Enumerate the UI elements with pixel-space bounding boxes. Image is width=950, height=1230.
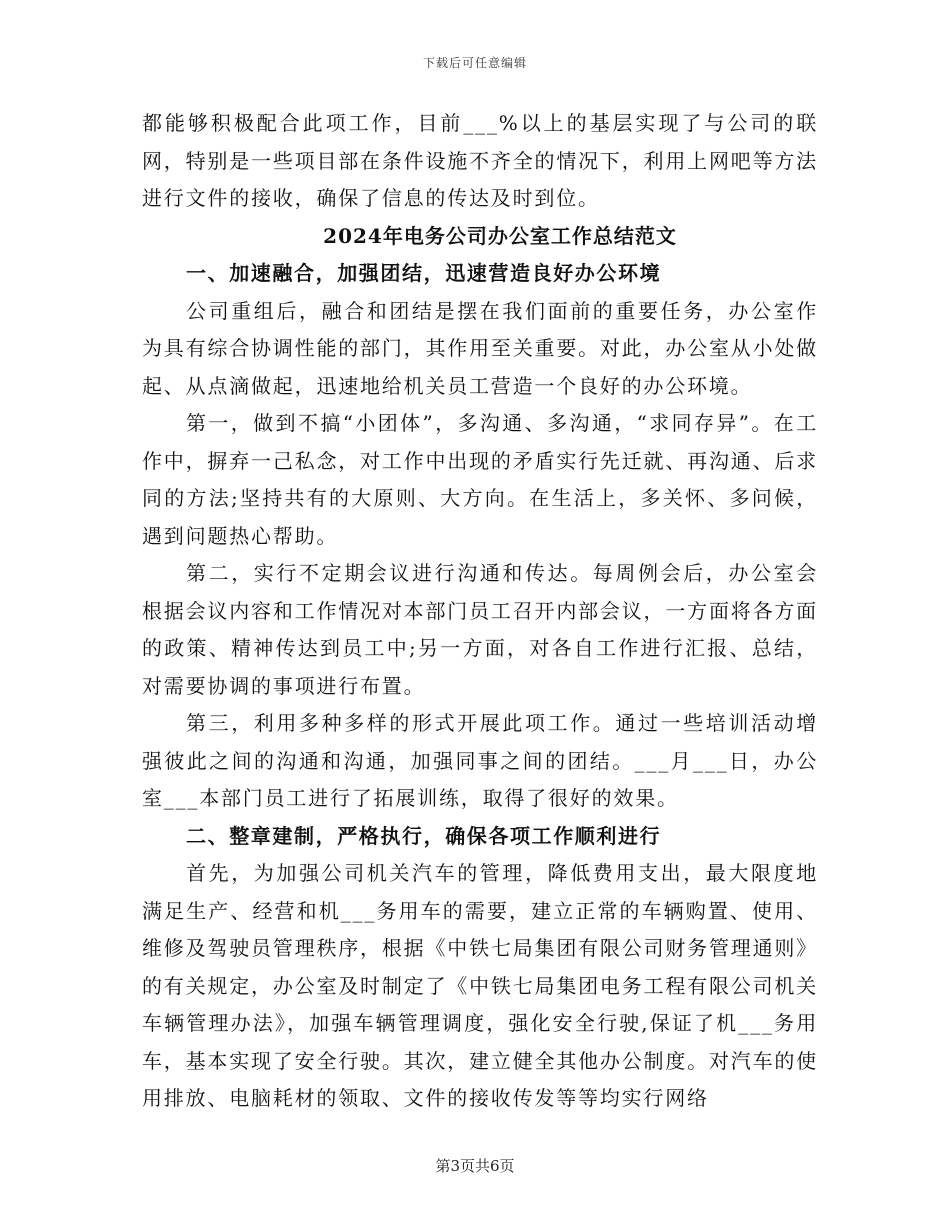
section-1-paragraph: 第一，做到不搞“小团体”，多沟通、多沟通，“求同存异”。在工作中，摒弃一己私念，对工作中出现的矛盾实行先迁就、再沟通、后求同的方法;坚持共有的大原则、大方向。在生活上，多关怀、多问候，遇到问题热心帮助。 [142,411,818,548]
section-1-paragraph: 第二，实行不定期会议进行沟通和传达。每周例会后，办公室会根据会议内容和工作情况对本部门员工召开内部会议，一方面将各方面的政策、精神传达到员工中;另一方面，对各自工作进行汇报、总结，对需要协调的事项进行布置。 [142,561,818,698]
page-number: 第3页共6页 [435,1157,515,1175]
section-1-paragraph: 第三，利用多种多样的形式开展此项工作。通过一些培训活动增强彼此之间的沟通和沟通，加强同事之间的团结。___月___日，办公室___本部门员工进行了拓展训练，取得了很好的效果。 [142,711,818,810]
section-1-paragraph: 公司重组后，融合和团结是摆在我们面前的重要任务，办公室作为具有综合协调性能的部门，其作用至关重要。对此，办公室从小处做起、从点滴做起，迅速地给机关员工营造一个良好的办公环境。 [142,298,818,398]
section-2-paragraph: 首先，为加强公司机关汽车的管理，降低费用支出，最大限度地满足生产、经营和机___务用车的需要，建立正常的车辆购置、使用、维修及驾驶员管理秩序，根据《中铁七局集团有限公司财务管理通则》的有关规定，办公室及时制定了《中铁七局集团电务工程有限公司机关车辆管理办法》，加强车辆管理调度，强化安全行驶,保证了机___务用车，基本实现了安全行驶。其次，建立健全其他办公制度。对汽车的使用排放、电脑耗材的领取、文件的接收传发等等均实行网络 [142,861,818,1110]
section-1-heading: 一、加速融合，加强团结，迅速营造良好办公环境 [186,261,662,285]
intro-paragraph: 都能够积极配合此项工作，目前___%以上的基层实现了与公司的联网，特别是一些项目部在条件设施不齐全的情况下，利用上网吧等方法进行文件的接收，确保了信息的传达及时到位。 [142,111,818,210]
document-title: 2024年电务公司办公室工作总结范文 [323,223,677,248]
page-header-note: 下载后可任意编辑 [422,56,527,70]
document-body [142,105,818,1118]
section-2-heading: 二、整章建制，严格执行，确保各项工作顺利进行 [186,823,662,848]
